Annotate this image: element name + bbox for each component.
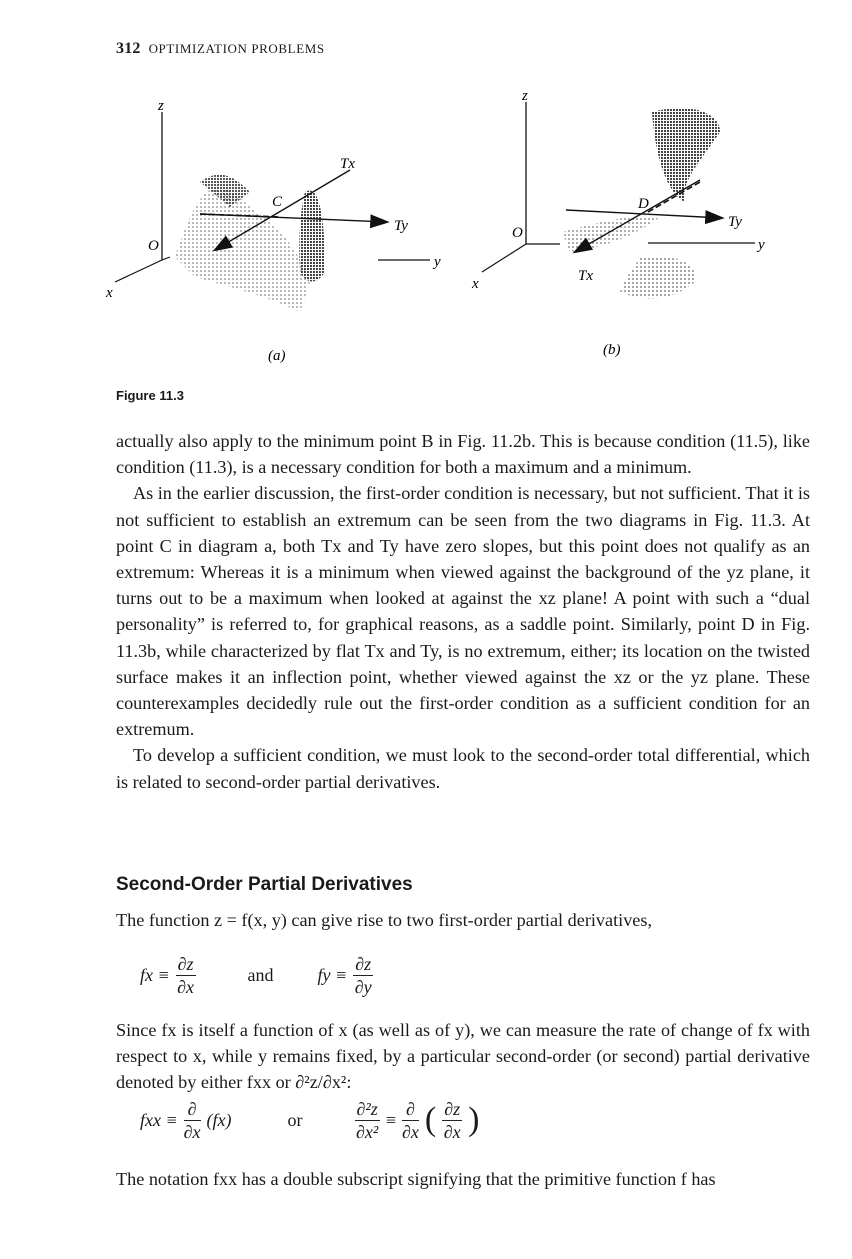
intro-line: The function z = f(x, y) can give rise to two first-order partial derivatives,	[116, 910, 652, 930]
panel-a	[105, 98, 441, 364]
body-text	[116, 428, 810, 795]
eq2-frac3	[402, 1098, 419, 1143]
eq1-lhs1: fx ≡	[140, 964, 170, 985]
axis-label-x-a: x	[106, 285, 113, 301]
eq2-den1: ∂x	[183, 1121, 201, 1142]
equation-first-partials	[140, 945, 500, 1005]
running-head: OPTIMIZATION PROBLEMS	[148, 41, 325, 56]
panel-b	[471, 88, 765, 358]
section-heading: Second-Order Partial Derivatives	[116, 874, 413, 895]
paragraph-1: actually also apply to the minimum point B in Fig. 11.2b. This is because condition (11.5), like condition (11.3), is a necessary condition for both a maximum and a minimum.	[116, 431, 810, 478]
axis-label-y-a: y	[434, 254, 441, 270]
twisted-surface-middle	[562, 216, 660, 252]
saddle-surface-right	[299, 190, 325, 281]
eq1-den1: ∂x	[177, 976, 195, 997]
tx-label-b: Tx	[578, 268, 593, 284]
eq2-num3: ∂	[402, 1098, 419, 1121]
figure-caption-word: Figure	[116, 388, 156, 403]
eq2-frac1	[184, 1098, 201, 1143]
eq2-num1: ∂	[184, 1098, 201, 1121]
ty-label-a: Ty	[394, 218, 408, 234]
eq2-frac4	[442, 1098, 462, 1143]
origin-label-b: O	[512, 225, 523, 241]
figure-caption	[116, 388, 184, 403]
axis-label-y-b: y	[758, 237, 765, 253]
eq2-inner-den: ∂x	[443, 1121, 461, 1142]
panel-label-b: (b)	[603, 342, 621, 358]
panel-label-a: (a)	[268, 348, 286, 364]
eq2-or: or	[287, 1109, 303, 1130]
paragraph-3: To develop a sufficient condition, we must look to the second-order total differential, which is related to second-order partial derivatives.	[116, 745, 810, 792]
paragraph-notation: The notation fxx has a double subscript signifying that the primitive function f has	[116, 1169, 716, 1189]
point-label-d: D	[638, 196, 649, 212]
eq1-frac1	[176, 953, 196, 998]
figure-caption-number: 11.3	[159, 388, 184, 403]
ty-label-b: Ty	[728, 214, 742, 230]
twisted-surface-bottom	[620, 256, 696, 299]
eq2-num2: ∂²z	[356, 1098, 378, 1119]
eq2-lhs: fxx ≡	[140, 1109, 178, 1130]
saddle-and-inflection-diagram	[100, 82, 765, 382]
equation-second-partial: fxx ≡ $\frac{\partial}{\partial x}$ (fx) or $\frac{\text{∂²z}}{\text{∂x²}}$ ≡ $\frac{\partial}{\partial x}$ ( $\frac{\partial z}{\partial x}$ )	[140, 1098, 480, 1142]
page-header	[116, 40, 325, 58]
axis-label-z-b: z	[522, 88, 528, 104]
figure-11-3	[100, 82, 765, 382]
eq2-equiv: ≡	[385, 1109, 396, 1130]
paragraph-second-order: Since fx is itself a function of x (as well as of y), we can measure the rate of change of fx with respect to x, while y remains fixed, by a particular second-order (or second) partial derivative denoted by either fxx or ∂²z/∂x²:	[116, 1020, 810, 1093]
eq2-arg: (fx)	[206, 1109, 232, 1130]
axis-label-x-b: x	[472, 276, 479, 292]
eq2-den3: ∂x	[401, 1121, 419, 1142]
eq2-den2: ∂x²	[356, 1121, 379, 1142]
page-number: 312	[116, 40, 141, 57]
eq1-num1: ∂z	[177, 953, 194, 974]
eq1-num2: ∂z	[355, 953, 372, 974]
point-label-c: C	[272, 194, 283, 210]
eq2-frac2	[355, 1098, 380, 1143]
axis-label-z-a: z	[158, 98, 164, 114]
eq1-frac2	[353, 953, 373, 998]
eq1-and: and	[247, 964, 274, 985]
eq1-den2: ∂y	[354, 976, 372, 997]
eq2-inner-num: ∂z	[444, 1098, 461, 1119]
eq1-lhs2: fy ≡	[317, 964, 348, 985]
origin-label-a: O	[148, 238, 159, 254]
paragraph-2: As in the earlier discussion, the first-order condition is necessary, but not sufficient. That it is not sufficient to establish an extremum can be seen from the two diagrams in Fig. 11.3. At point C in diagram a, both Tx and Ty have zero slopes, but this point does not qualify as an extremum: Whereas it is a minimum when viewed against the background of the yz plane, it turns out to be a maximum when looked at against the xz plane! A point with such a “dual personality” is referred to, for graphical reasons, as a saddle point. Similarly, point D in Fig. 11.3b, while characterized by flat Tx and Ty, is no extremum, either; its location on the twisted surface makes it an inflection point, whether viewed against the xz or the yz plane. These counterexamples decidedly rule out the first-order condition as a sufficient condition for an extremum.	[116, 483, 811, 740]
tx-label-a: Tx	[340, 156, 355, 172]
